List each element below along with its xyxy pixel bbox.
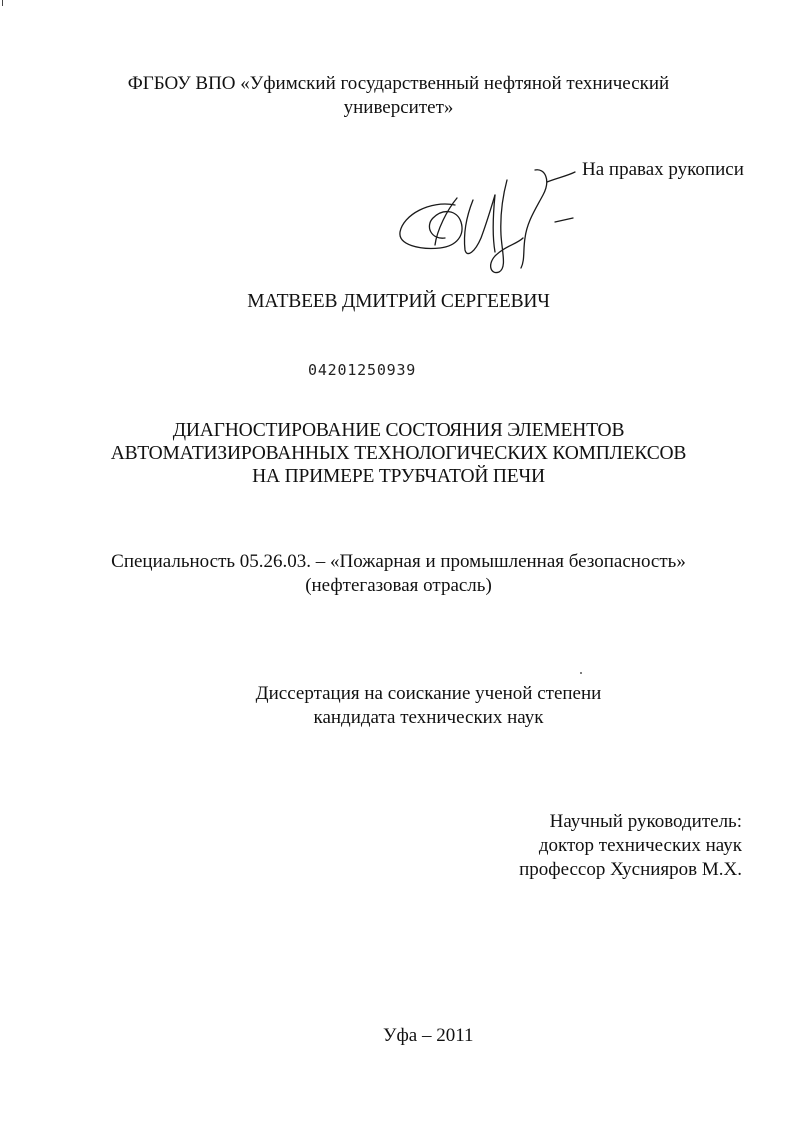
registration-number: 04201250939	[308, 361, 417, 379]
place-year: Уфа – 2011	[383, 1025, 474, 1046]
scan-dot-mark	[580, 672, 582, 674]
institution-line-2: университет»	[343, 97, 454, 118]
supervisor-name: профессор Хуснияров М.Х.	[519, 859, 742, 880]
author-name: МАТВЕЕВ ДМИТРИЙ СЕРГЕЕВИЧ	[247, 291, 550, 312]
handwritten-signature	[395, 160, 590, 275]
supervisor-label: Научный руководитель:	[549, 811, 742, 832]
degree-line-1: Диссертация на соискание ученой степени	[255, 683, 602, 704]
supervisor-degree: доктор технических наук	[538, 835, 742, 856]
dissertation-title-line-3: НА ПРИМЕРЕ ТРУБЧАТОЙ ПЕЧИ	[252, 466, 545, 487]
specialty-line-2: (нефтегазовая отрасль)	[305, 575, 492, 596]
degree-line-2: кандидата технических наук	[313, 707, 544, 728]
specialty-line-1: Специальность 05.26.03. – «Пожарная и промышленная безопасность»	[111, 551, 686, 572]
dissertation-title-line-1: ДИАГНОСТИРОВАНИЕ СОСТОЯНИЯ ЭЛЕМЕНТОВ	[172, 420, 625, 441]
dissertation-title-line-2: АВТОМАТИЗИРОВАННЫХ ТЕХНОЛОГИЧЕСКИХ КОМПЛЕКСОВ	[110, 443, 687, 464]
institution-line-1: ФГБОУ ВПО «Уфимский государственный нефтяной технический	[127, 73, 670, 94]
scan-corner-mark	[2, 0, 6, 6]
rights-note: На правах рукописи	[582, 159, 744, 180]
